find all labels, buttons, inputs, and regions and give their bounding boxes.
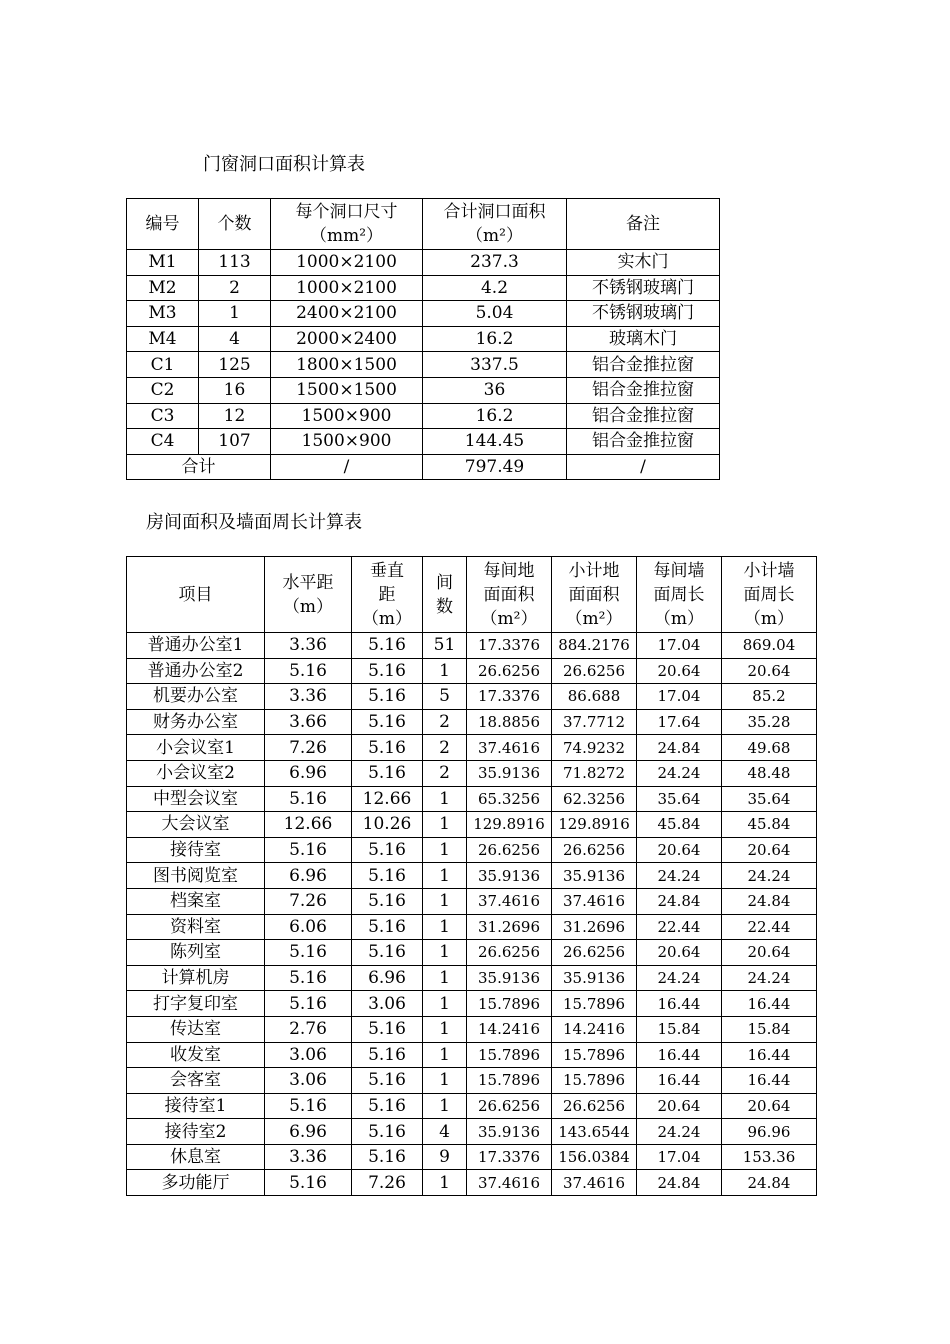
cell-horizontal-distance: 5.16 — [265, 658, 352, 684]
cell-wall-perimeter-subtotal: 35.28 — [722, 709, 817, 735]
table-row — [127, 812, 817, 838]
cell-area: 16.2 — [423, 326, 567, 352]
cell-item: 计算机房 — [127, 965, 265, 991]
cell-vertical-distance: 5.16 — [352, 709, 423, 735]
cell-code: C4 — [127, 429, 199, 455]
cell-code: M1 — [127, 250, 199, 276]
cell-note: 铝合金推拉窗 — [567, 377, 720, 403]
cell-area: 5.04 — [423, 301, 567, 327]
table-row — [127, 684, 817, 710]
table-header-row — [127, 557, 817, 633]
cell-horizontal-distance: 6.06 — [265, 914, 352, 940]
cell-vertical-distance: 5.16 — [352, 1093, 423, 1119]
cell-vertical-distance: 5.16 — [352, 735, 423, 761]
header-line: （m²） — [466, 226, 523, 246]
cell-floor-area-each: 26.6256 — [467, 837, 552, 863]
total-area: 797.49 — [423, 454, 567, 480]
cell-count: 125 — [199, 352, 271, 378]
cell-floor-area-subtotal: 31.2696 — [552, 914, 637, 940]
room-area-table-title: 房间面积及墙面周长计算表 — [146, 512, 362, 533]
cell-wall-perimeter-each: 16.44 — [637, 1068, 722, 1094]
cell-horizontal-distance: 7.26 — [265, 735, 352, 761]
cell-wall-perimeter-each: 24.24 — [637, 760, 722, 786]
header-line: 每间墙 — [653, 560, 705, 581]
cell-horizontal-distance: 5.16 — [265, 1170, 352, 1196]
cell-floor-area-each: 26.6256 — [467, 940, 552, 966]
cell-wall-perimeter-subtotal: 96.96 — [722, 1119, 817, 1145]
cell-floor-area-each: 17.3376 — [467, 1144, 552, 1170]
cell-wall-perimeter-each: 20.64 — [637, 837, 722, 863]
cell-horizontal-distance: 5.16 — [265, 940, 352, 966]
cell-floor-area-subtotal: 15.7896 — [552, 1068, 637, 1094]
table-row — [127, 1042, 817, 1068]
cell-floor-area-each: 17.3376 — [467, 633, 552, 659]
cell-wall-perimeter-each: 22.44 — [637, 914, 722, 940]
cell-vertical-distance: 5.16 — [352, 760, 423, 786]
cell-item: 收发室 — [127, 1042, 265, 1068]
cell-item: 财务办公室 — [127, 709, 265, 735]
cell-vertical-distance: 7.26 — [352, 1170, 423, 1196]
cell-wall-perimeter-each: 24.24 — [637, 1119, 722, 1145]
table-row — [127, 760, 817, 786]
cell-horizontal-distance: 3.36 — [265, 684, 352, 710]
cell-wall-perimeter-each: 17.04 — [637, 633, 722, 659]
cell-count: 2 — [199, 275, 271, 301]
cell-room-count: 1 — [423, 786, 467, 812]
cell-room-count: 2 — [423, 735, 467, 761]
cell-item: 会客室 — [127, 1068, 265, 1094]
cell-note: 不锈钢玻璃门 — [567, 301, 720, 327]
cell-count: 12 — [199, 403, 271, 429]
cell-wall-perimeter-each: 17.64 — [637, 709, 722, 735]
cell-floor-area-each: 15.7896 — [467, 1042, 552, 1068]
cell-horizontal-distance: 5.16 — [265, 1093, 352, 1119]
header-line: （m） — [282, 596, 334, 617]
cell-horizontal-distance: 5.16 — [265, 837, 352, 863]
cell-horizontal-distance: 3.66 — [265, 709, 352, 735]
cell-room-count: 1 — [423, 1042, 467, 1068]
cell-wall-perimeter-each: 16.44 — [637, 1042, 722, 1068]
cell-wall-perimeter-each: 20.64 — [637, 1093, 722, 1119]
cell-wall-perimeter-each: 35.64 — [637, 786, 722, 812]
cell-item: 普通办公室2 — [127, 658, 265, 684]
cell-vertical-distance: 5.16 — [352, 1144, 423, 1170]
cell-wall-perimeter-subtotal: 24.24 — [722, 965, 817, 991]
cell-wall-perimeter-subtotal: 48.48 — [722, 760, 817, 786]
cell-vertical-distance: 12.66 — [352, 786, 423, 812]
header-line: 面面积 — [483, 584, 535, 605]
header-line: 面周长 — [743, 584, 795, 605]
cell-count: 107 — [199, 429, 271, 455]
room-area-perimeter-table — [126, 556, 817, 1196]
cell-code: M4 — [127, 326, 199, 352]
table-row — [127, 914, 817, 940]
cell-wall-perimeter-subtotal: 16.44 — [722, 1042, 817, 1068]
total-label: 合计 — [127, 454, 271, 480]
cell-horizontal-distance: 6.96 — [265, 863, 352, 889]
cell-floor-area-each: 17.3376 — [467, 684, 552, 710]
header-code: 编号 — [127, 199, 199, 250]
table-row — [127, 250, 720, 276]
cell-size: 2400×2100 — [271, 301, 423, 327]
header-item: 项目 — [127, 557, 265, 633]
table-row — [127, 940, 817, 966]
cell-size: 1500×900 — [271, 429, 423, 455]
cell-size: 2000×2400 — [271, 326, 423, 352]
cell-vertical-distance: 5.16 — [352, 684, 423, 710]
cell-floor-area-subtotal: 37.4616 — [552, 888, 637, 914]
cell-item: 普通办公室1 — [127, 633, 265, 659]
header-floor-area-each — [467, 557, 552, 633]
table-row — [127, 301, 720, 327]
cell-floor-area-subtotal: 26.6256 — [552, 1093, 637, 1119]
header-floor-area-subtotal — [552, 557, 637, 633]
cell-item: 档案室 — [127, 888, 265, 914]
cell-item: 多功能厅 — [127, 1170, 265, 1196]
cell-vertical-distance: 5.16 — [352, 837, 423, 863]
cell-room-count: 51 — [423, 633, 467, 659]
cell-floor-area-subtotal: 15.7896 — [552, 1042, 637, 1068]
cell-note: 不锈钢玻璃门 — [567, 275, 720, 301]
cell-horizontal-distance: 5.16 — [265, 965, 352, 991]
table-row — [127, 709, 817, 735]
cell-note: 铝合金推拉窗 — [567, 403, 720, 429]
table-row — [127, 863, 817, 889]
table-row — [127, 1170, 817, 1196]
cell-wall-perimeter-subtotal: 49.68 — [722, 735, 817, 761]
cell-code: C1 — [127, 352, 199, 378]
cell-wall-perimeter-subtotal: 85.2 — [722, 684, 817, 710]
header-line: 距 — [378, 584, 396, 605]
header-line: （m） — [743, 608, 795, 629]
cell-room-count: 1 — [423, 940, 467, 966]
table-row — [127, 1119, 817, 1145]
table-header-row — [127, 199, 720, 250]
header-line: 水平距 — [282, 572, 334, 593]
cell-wall-perimeter-each: 20.64 — [637, 658, 722, 684]
cell-item: 大会议室 — [127, 812, 265, 838]
cell-floor-area-subtotal: 26.6256 — [552, 658, 637, 684]
cell-area: 4.2 — [423, 275, 567, 301]
cell-floor-area-subtotal: 884.2176 — [552, 633, 637, 659]
cell-note: 铝合金推拉窗 — [567, 429, 720, 455]
cell-floor-area-each: 26.6256 — [467, 1093, 552, 1119]
cell-area: 337.5 — [423, 352, 567, 378]
cell-item: 接待室 — [127, 837, 265, 863]
cell-wall-perimeter-subtotal: 20.64 — [722, 1093, 817, 1119]
cell-wall-perimeter-subtotal: 16.44 — [722, 991, 817, 1017]
cell-area: 36 — [423, 377, 567, 403]
cell-code: C2 — [127, 377, 199, 403]
cell-wall-perimeter-each: 17.04 — [637, 684, 722, 710]
cell-item: 接待室2 — [127, 1119, 265, 1145]
table-row — [127, 837, 817, 863]
cell-floor-area-each: 26.6256 — [467, 658, 552, 684]
table-row — [127, 1016, 817, 1042]
cell-room-count: 1 — [423, 1016, 467, 1042]
header-horizontal-distance — [265, 557, 352, 633]
cell-room-count: 4 — [423, 1119, 467, 1145]
header-line: 每间地 — [483, 560, 535, 581]
cell-item: 传达室 — [127, 1016, 265, 1042]
cell-wall-perimeter-each: 16.44 — [637, 991, 722, 1017]
cell-horizontal-distance: 5.16 — [265, 786, 352, 812]
cell-item: 小会议室2 — [127, 760, 265, 786]
cell-room-count: 9 — [423, 1144, 467, 1170]
cell-item: 陈列室 — [127, 940, 265, 966]
cell-floor-area-subtotal: 62.3256 — [552, 786, 637, 812]
cell-floor-area-subtotal: 74.9232 — [552, 735, 637, 761]
cell-floor-area-each: 37.4616 — [467, 888, 552, 914]
cell-floor-area-subtotal: 71.8272 — [552, 760, 637, 786]
cell-floor-area-each: 35.9136 — [467, 965, 552, 991]
cell-wall-perimeter-each: 24.84 — [637, 735, 722, 761]
cell-wall-perimeter-subtotal: 24.24 — [722, 863, 817, 889]
cell-wall-perimeter-subtotal: 24.84 — [722, 888, 817, 914]
cell-size: 1000×2100 — [271, 250, 423, 276]
cell-wall-perimeter-each: 20.64 — [637, 940, 722, 966]
header-line: 小计墙 — [743, 560, 795, 581]
cell-horizontal-distance: 3.06 — [265, 1042, 352, 1068]
cell-wall-perimeter-each: 24.24 — [637, 863, 722, 889]
cell-area: 237.3 — [423, 250, 567, 276]
header-line: 垂直 — [370, 560, 404, 581]
cell-count: 1 — [199, 301, 271, 327]
table-row — [127, 275, 720, 301]
header-opening-size — [271, 199, 423, 250]
cell-area: 144.45 — [423, 429, 567, 455]
cell-horizontal-distance: 6.96 — [265, 760, 352, 786]
cell-vertical-distance: 6.96 — [352, 965, 423, 991]
cell-horizontal-distance: 3.36 — [265, 633, 352, 659]
cell-room-count: 1 — [423, 965, 467, 991]
table-row — [127, 633, 817, 659]
cell-vertical-distance: 5.16 — [352, 658, 423, 684]
cell-wall-perimeter-subtotal: 20.64 — [722, 940, 817, 966]
cell-wall-perimeter-subtotal: 153.36 — [722, 1144, 817, 1170]
cell-horizontal-distance: 7.26 — [265, 888, 352, 914]
header-vertical-distance — [352, 557, 423, 633]
cell-vertical-distance: 5.16 — [352, 1016, 423, 1042]
header-total-area — [423, 199, 567, 250]
cell-item: 机要办公室 — [127, 684, 265, 710]
cell-floor-area-each: 35.9136 — [467, 1119, 552, 1145]
cell-item: 图书阅览室 — [127, 863, 265, 889]
header-line: （m） — [361, 608, 413, 629]
cell-horizontal-distance: 3.36 — [265, 1144, 352, 1170]
cell-room-count: 1 — [423, 991, 467, 1017]
cell-wall-perimeter-subtotal: 24.84 — [722, 1170, 817, 1196]
header-count: 个数 — [199, 199, 271, 250]
cell-floor-area-each: 35.9136 — [467, 863, 552, 889]
table-row — [127, 658, 817, 684]
cell-wall-perimeter-subtotal: 22.44 — [722, 914, 817, 940]
cell-count: 4 — [199, 326, 271, 352]
table-row — [127, 1068, 817, 1094]
cell-area: 16.2 — [423, 403, 567, 429]
cell-wall-perimeter-subtotal: 16.44 — [722, 1068, 817, 1094]
cell-vertical-distance: 5.16 — [352, 888, 423, 914]
cell-wall-perimeter-subtotal: 869.04 — [722, 633, 817, 659]
table-row — [127, 403, 720, 429]
cell-room-count: 1 — [423, 1093, 467, 1119]
cell-code: M3 — [127, 301, 199, 327]
cell-floor-area-each: 129.8916 — [467, 812, 552, 838]
cell-wall-perimeter-subtotal: 20.64 — [722, 837, 817, 863]
cell-vertical-distance: 5.16 — [352, 940, 423, 966]
header-line: 间 — [436, 572, 453, 593]
cell-vertical-distance: 5.16 — [352, 1119, 423, 1145]
cell-wall-perimeter-each: 45.84 — [637, 812, 722, 838]
total-size: / — [271, 454, 423, 480]
table-row — [127, 888, 817, 914]
cell-size: 1800×1500 — [271, 352, 423, 378]
cell-room-count: 1 — [423, 1068, 467, 1094]
cell-vertical-distance: 5.16 — [352, 633, 423, 659]
header-line: （m） — [653, 608, 705, 629]
cell-floor-area-subtotal: 37.4616 — [552, 1170, 637, 1196]
cell-room-count: 5 — [423, 684, 467, 710]
table-row — [127, 1144, 817, 1170]
cell-item: 打字复印室 — [127, 991, 265, 1017]
cell-floor-area-subtotal: 37.7712 — [552, 709, 637, 735]
cell-wall-perimeter-subtotal: 15.84 — [722, 1016, 817, 1042]
cell-vertical-distance: 5.16 — [352, 863, 423, 889]
table-row — [127, 352, 720, 378]
cell-horizontal-distance: 2.76 — [265, 1016, 352, 1042]
cell-floor-area-subtotal: 14.2416 — [552, 1016, 637, 1042]
header-note: 备注 — [567, 199, 720, 250]
cell-item: 中型会议室 — [127, 786, 265, 812]
cell-vertical-distance: 5.16 — [352, 1068, 423, 1094]
cell-horizontal-distance: 5.16 — [265, 991, 352, 1017]
door-window-area-table — [126, 198, 720, 480]
table-row — [127, 786, 817, 812]
cell-room-count: 1 — [423, 888, 467, 914]
cell-floor-area-each: 37.4616 — [467, 735, 552, 761]
cell-wall-perimeter-each: 17.04 — [637, 1144, 722, 1170]
cell-wall-perimeter-each: 24.24 — [637, 965, 722, 991]
cell-wall-perimeter-subtotal: 20.64 — [722, 658, 817, 684]
cell-floor-area-each: 65.3256 — [467, 786, 552, 812]
cell-wall-perimeter-each: 24.84 — [637, 888, 722, 914]
header-line: 面面积 — [568, 584, 620, 605]
cell-note: 铝合金推拉窗 — [567, 352, 720, 378]
cell-size: 1500×1500 — [271, 377, 423, 403]
table-row — [127, 377, 720, 403]
cell-size: 1000×2100 — [271, 275, 423, 301]
cell-floor-area-each: 14.2416 — [467, 1016, 552, 1042]
cell-vertical-distance: 10.26 — [352, 812, 423, 838]
cell-wall-perimeter-subtotal: 35.64 — [722, 786, 817, 812]
header-line: （m²） — [480, 608, 538, 629]
cell-horizontal-distance: 6.96 — [265, 1119, 352, 1145]
cell-vertical-distance: 5.16 — [352, 1042, 423, 1068]
table-row — [127, 735, 817, 761]
cell-wall-perimeter-each: 15.84 — [637, 1016, 722, 1042]
header-line: 数 — [436, 596, 453, 617]
door-window-table-title: 门窗洞口面积计算表 — [203, 154, 365, 175]
cell-floor-area-each: 18.8856 — [467, 709, 552, 735]
total-row — [127, 454, 720, 480]
cell-floor-area-subtotal: 129.8916 — [552, 812, 637, 838]
cell-floor-area-each: 31.2696 — [467, 914, 552, 940]
cell-room-count: 2 — [423, 760, 467, 786]
header-wall-perimeter-subtotal — [722, 557, 817, 633]
cell-room-count: 2 — [423, 709, 467, 735]
cell-vertical-distance: 3.06 — [352, 991, 423, 1017]
table-row — [127, 429, 720, 455]
cell-floor-area-subtotal: 35.9136 — [552, 965, 637, 991]
cell-wall-perimeter-each: 24.84 — [637, 1170, 722, 1196]
cell-code: M2 — [127, 275, 199, 301]
cell-floor-area-subtotal: 35.9136 — [552, 863, 637, 889]
cell-floor-area-each: 15.7896 — [467, 991, 552, 1017]
cell-floor-area-subtotal: 15.7896 — [552, 991, 637, 1017]
total-note: / — [567, 454, 720, 480]
header-line: （mm²） — [309, 226, 384, 246]
cell-wall-perimeter-subtotal: 45.84 — [722, 812, 817, 838]
cell-count: 16 — [199, 377, 271, 403]
cell-note: 玻璃木门 — [567, 326, 720, 352]
cell-horizontal-distance: 12.66 — [265, 812, 352, 838]
cell-item: 小会议室1 — [127, 735, 265, 761]
cell-floor-area-subtotal: 156.0384 — [552, 1144, 637, 1170]
cell-room-count: 1 — [423, 658, 467, 684]
cell-floor-area-subtotal: 143.6544 — [552, 1119, 637, 1145]
header-line: 面周长 — [653, 584, 705, 605]
cell-code: C3 — [127, 403, 199, 429]
cell-size: 1500×900 — [271, 403, 423, 429]
cell-count: 113 — [199, 250, 271, 276]
table-row — [127, 991, 817, 1017]
header-room-count — [423, 557, 467, 633]
header-line: （m²） — [565, 608, 623, 629]
cell-floor-area-each: 35.9136 — [467, 760, 552, 786]
header-line: 小计地 — [568, 560, 620, 581]
cell-note: 实木门 — [567, 250, 720, 276]
header-line: 每个洞口尺寸 — [295, 202, 398, 222]
cell-item: 休息室 — [127, 1144, 265, 1170]
cell-room-count: 1 — [423, 812, 467, 838]
cell-floor-area-subtotal: 86.688 — [552, 684, 637, 710]
table-row — [127, 965, 817, 991]
cell-room-count: 1 — [423, 1170, 467, 1196]
header-line: 合计洞口面积 — [443, 202, 546, 222]
cell-room-count: 1 — [423, 914, 467, 940]
table-row — [127, 326, 720, 352]
cell-floor-area-subtotal: 26.6256 — [552, 837, 637, 863]
cell-vertical-distance: 5.16 — [352, 914, 423, 940]
cell-floor-area-each: 37.4616 — [467, 1170, 552, 1196]
cell-room-count: 1 — [423, 837, 467, 863]
cell-floor-area-subtotal: 26.6256 — [552, 940, 637, 966]
cell-floor-area-each: 15.7896 — [467, 1068, 552, 1094]
cell-item: 资料室 — [127, 914, 265, 940]
header-wall-perimeter-each — [637, 557, 722, 633]
cell-room-count: 1 — [423, 863, 467, 889]
cell-horizontal-distance: 3.06 — [265, 1068, 352, 1094]
table-row — [127, 1093, 817, 1119]
cell-item: 接待室1 — [127, 1093, 265, 1119]
